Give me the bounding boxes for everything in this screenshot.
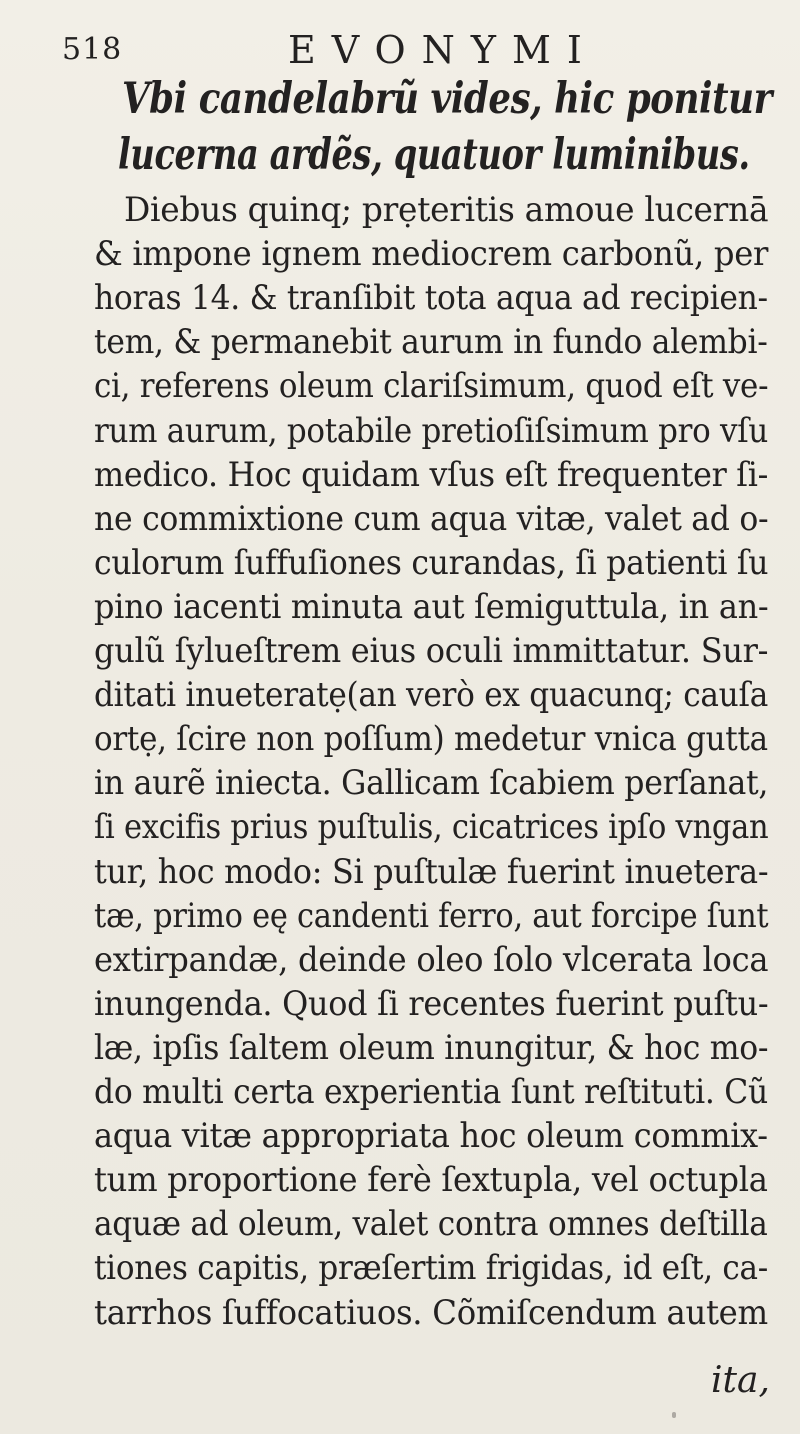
page-header [0, 28, 800, 72]
body-line: tiones capitis, præſertim frigidas, id eſt, ca- [94, 1248, 768, 1289]
body-line: aquæ ad oleum, valet contra omnes deſtilla [94, 1204, 768, 1245]
page-number: 518 [62, 32, 123, 67]
body-line: rum aurum, potabile pretioſiſsimum pro vſu [94, 410, 769, 451]
body-line: læ, ipſis ſaltem oleum inungitur, & hoc mo- [94, 1027, 769, 1068]
body-line: ci, referens oleum clariſsimum, quod eſt ve- [94, 366, 769, 407]
ink-speck [672, 1412, 676, 1418]
body-line: tur, hoc modo: Si puſtulæ fuerint inuetera- [94, 851, 769, 892]
body-line: ne commixtione cum aqua vitæ, valet ad o- [94, 498, 769, 539]
body-line: ſi excifis prius puſtulis, cicatrices ipſo vngan [94, 807, 769, 848]
running-head: EVONYMI [288, 28, 598, 72]
body-line: & impone ignem mediocrem carbonũ, per [94, 234, 769, 275]
catchword: ita, [711, 1360, 770, 1401]
body-line: Diebus quinq; prẹteritis amoue lucernā [124, 190, 769, 230]
body-line: aqua vitæ appropriata hoc oleum commix- [94, 1116, 768, 1157]
body-line: inungenda. Quod ſi recentes fuerint puſtu- [94, 983, 769, 1024]
body-line: ditati inueteratẹ(an verò ex quacunq; cauſa [94, 675, 769, 716]
body-line: pino iacenti minuta aut ſemiguttula, in an- [94, 586, 769, 627]
body-line: do multi certa experientia ſunt reſtituti. Cũ [94, 1072, 768, 1112]
body-line: horas 14. & tranſibit tota aqua ad recipien- [94, 278, 768, 319]
body-line: in aurẽ iniecta. Gallicam ſcabiem perſanat, [94, 763, 769, 804]
body-line: medico. Hoc quidam vſus eſt frequenter ſi- [94, 454, 769, 495]
body-line: extirpandæ, deinde oleo ſolo vlcerata loca [94, 939, 769, 980]
body-line: ortẹ, ſcire non poſſum) medetur vnica gutta [94, 719, 768, 760]
body-line: tarrhos ſuffocatiuos. Cõmiſcendum autem [94, 1292, 768, 1333]
heading-line-1: Vbi candelabrũ vides, hic ponitur [122, 74, 772, 124]
body-line: tum proportione ferè ſextupla, vel octupla [94, 1160, 768, 1201]
body-line: culorum ſuffuſiones curandas, ſi patienti ſu [94, 542, 769, 583]
heading-line-2: lucerna ardẽs, quatuor luminibus. [118, 130, 750, 180]
body-line: tem, & permanebit aurum in fundo alembi- [94, 322, 768, 363]
body-line: tæ, primo eę candenti ferro, aut forcipe ſunt [94, 895, 769, 936]
body-line: gulũ ſylueſtrem eius oculi immittatur. Sur- [94, 631, 769, 671]
